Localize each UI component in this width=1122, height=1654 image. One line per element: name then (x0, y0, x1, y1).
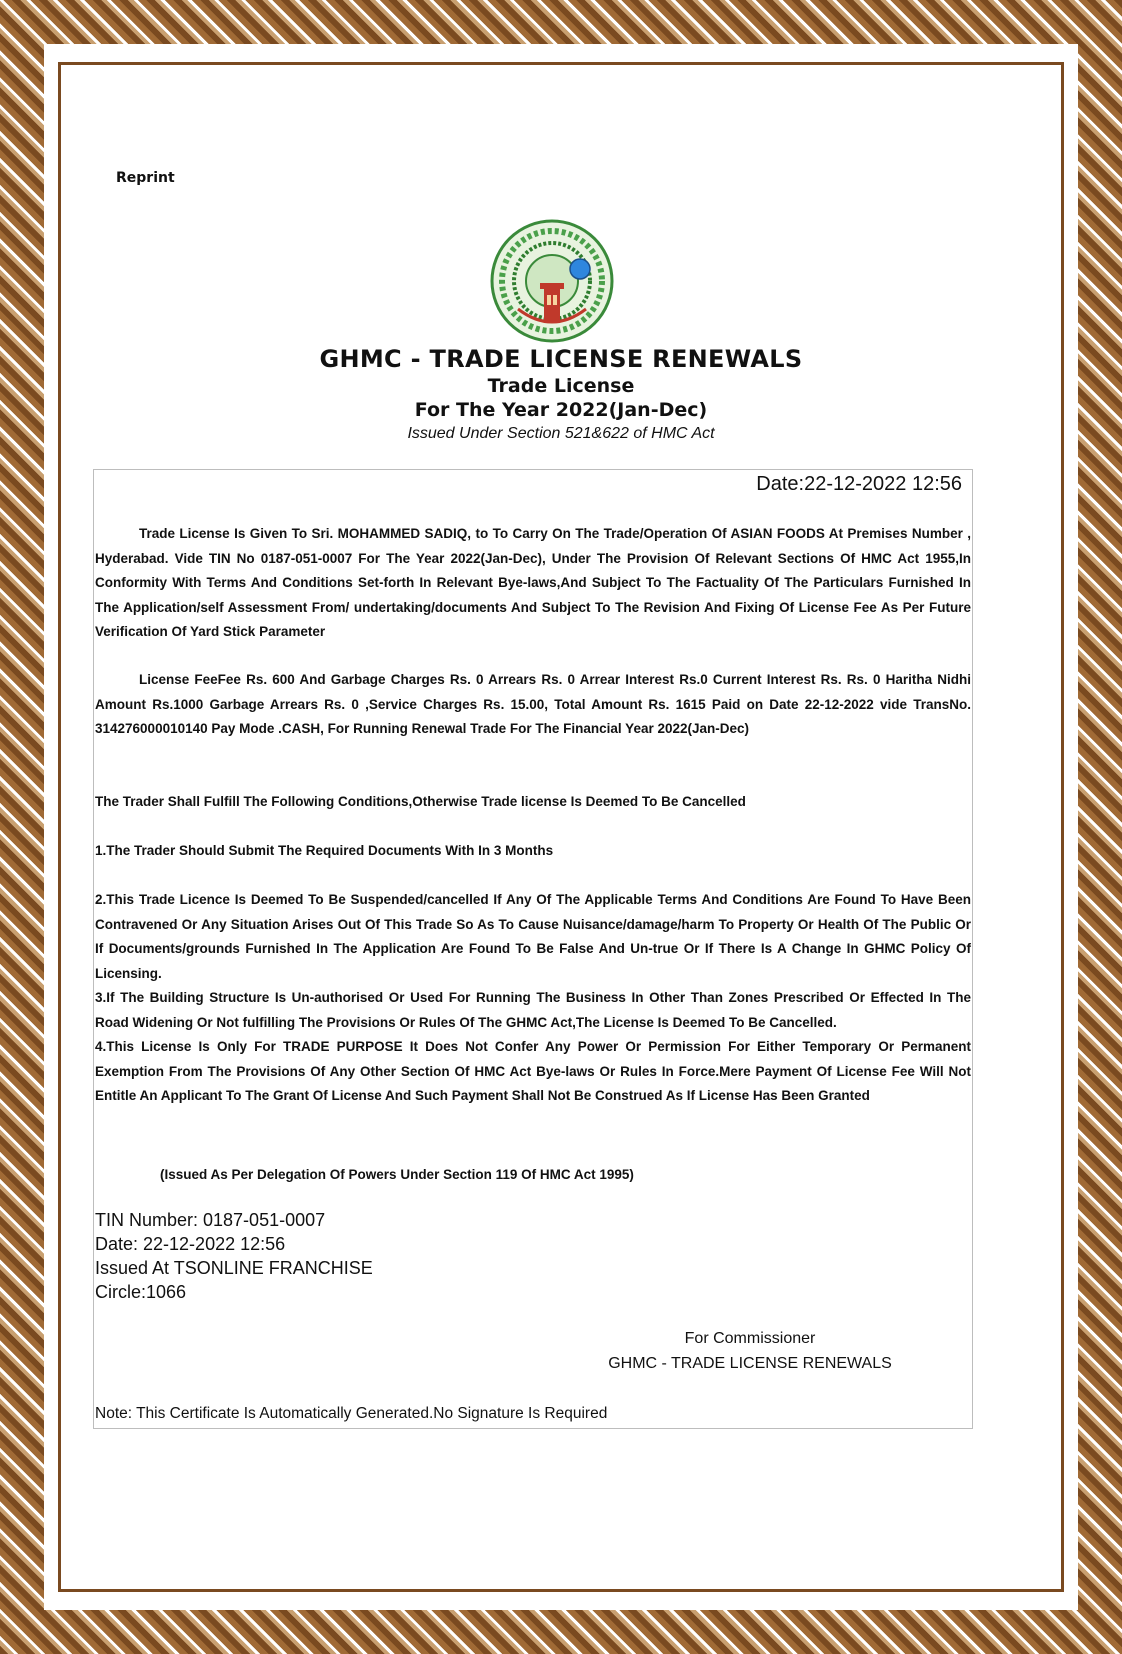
page-subtitle: Trade License (487, 375, 635, 397)
footer-note: Note: This Certificate Is Automatically Generated.No Signature Is Required (95, 1405, 608, 1422)
condition-2: 2.This Trade Licence Is Deemed To Be Suspended/cancelled If Any Of The Applicable Terms And Conditions Are Found To Have Been Contravened Or Any Situation Arises Out Of This Trade So As To Cause Nuisance/damage/harm To Property Or Health Of The Public Or If Documents/grounds Furnished In The Application Are Found To Be False And Un-true Or If There Is A Change In GHMC Policy Of Licensing. (95, 892, 971, 981)
license-year: For The Year 2022(Jan-Dec) (414, 399, 708, 421)
condition-1: 1.The Trader Should Submit The Required Documents With In 3 Months (95, 843, 554, 858)
issued-at: Issued At TSONLINE FRANCHISE (95, 1258, 373, 1278)
fee-paragraph: License FeeFee Rs. 600 And Garbage Charges Rs. 0 Arrears Rs. 0 Arrear Interest Rs.0 Current Interest Rs. Rs. 0 Haritha Nidhi Amount Rs.1000 Garbage Arrears Rs. 0 ,Service Charges Rs. 15.00, Total Amount Rs. 1615 Paid on Date 22-12-2022 vide TransNo. 314276000010140 Pay Mode .CASH, For Running Renewal Trade For The Financial Year 2022(Jan-Dec) (95, 672, 971, 736)
condition-4: 4.This License Is Only For TRADE PURPOSE It Does Not Confer Any Power Or Permission For Either Temporary Or Permanent Exemption From The Provisions Of Any Other Section Of HMC Act Bye-laws Or Rules In Force.Mere Payment Of License Fee Will Not Entitle An Applicant To The Grant Of License And Such Payment Shall Not Be Construed As If License Has Been Granted (95, 1039, 971, 1103)
ghmc-seal-icon (488, 217, 616, 345)
conditions-intro: The Trader Shall Fulfill The Following Conditions,Otherwise Trade license Is Deemed To Be Cancelled (95, 794, 746, 809)
signature-line-2: GHMC - TRADE LICENSE RENEWALS (608, 1355, 892, 1372)
reprint-label: Reprint (116, 170, 175, 186)
tin-number: TIN Number: 0187-051-0007 (95, 1210, 326, 1230)
license-info (95, 1208, 373, 1304)
circle: Circle:1066 (95, 1282, 187, 1302)
delegation-note: (Issued As Per Delegation Of Powers Under Section 119 Of HMC Act 1995) (160, 1167, 634, 1182)
page-title: GHMC - TRADE LICENSE RENEWALS (319, 345, 803, 373)
conditions-list (95, 888, 971, 1109)
condition-3: 3.If The Building Structure Is Un-authorised Or Used For Running The Business In Other Than Zones Prescribed Or Effected In The Road Widening Or Not fulfilling The Provisions Or Rules Of The GHMC Act,The License Is Deemed To Be Cancelled. (95, 990, 971, 1030)
signature-line-1: For Commissioner (684, 1330, 816, 1347)
issued-section: Issued Under Section 521&622 of HMC Act (407, 425, 715, 442)
info-date: Date: 22-12-2022 12:56 (95, 1234, 286, 1254)
issue-date: Date:22-12-2022 12:56 (756, 473, 962, 495)
license-paragraph: Trade License Is Given To Sri. MOHAMMED SADIQ, to To Carry On The Trade/Operation Of ASIAN FOODS At Premises Number , Hyderabad. Vide TIN No 0187-051-0007 For The Year 2022(Jan-Dec), Under The Provision Of Relevant Sections Of HMC Act 1955,In Conformity With Terms And Conditions Set-forth In Relevant Bye-laws,And Subject To The Factuality Of The Particulars Furnished In The Application/self Assessment From/ undertaking/documents And Subject To The Revision And Fixing Of License Fee As Per Future Verification Of Yard Stick Parameter (95, 526, 971, 639)
